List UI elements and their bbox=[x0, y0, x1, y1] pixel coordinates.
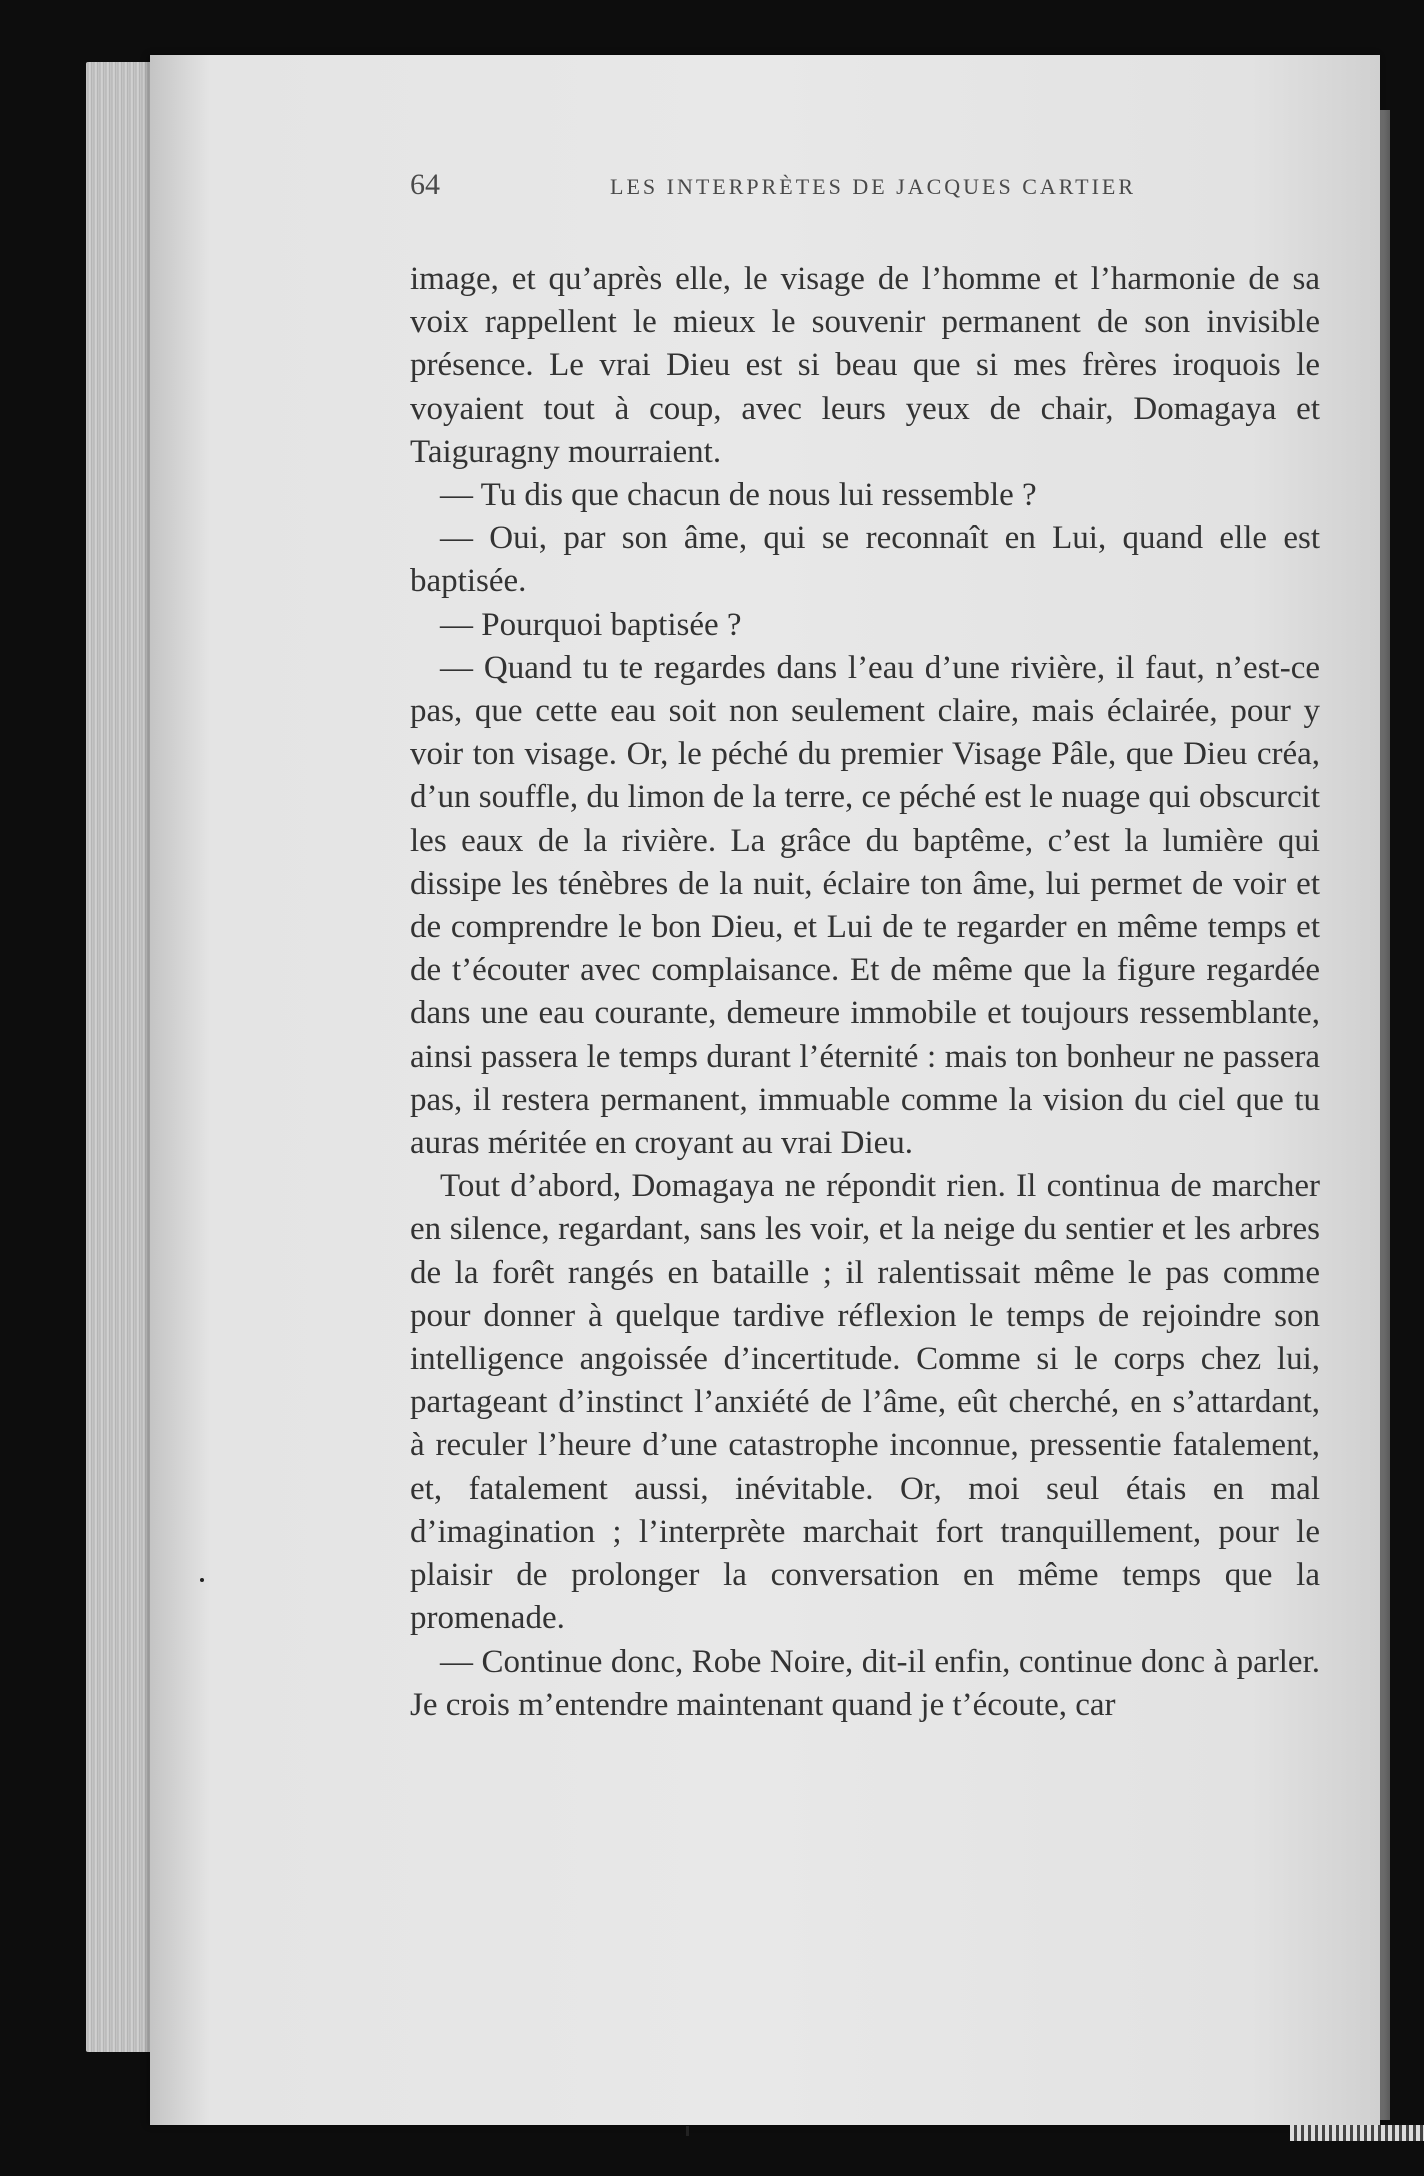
running-head bbox=[410, 168, 1280, 208]
dialogue-line: — Quand tu te regardes dans l’eau d’une rivière, il faut, n’est-ce pas, que cette eau soit non seulement claire, mais éclairée, pour y voir ton visage. Or, le péché du premier Visage Pâle, que Dieu créa, d’un souffle, du limon de la terre, ce péché est le nuage qui obscurcit les eaux de la rivière. La grâce du baptême, c’est la lumière qui dissipe les ténèbres de la nuit, éclaire ton âme, lui permet de voir et de comprendre le bon Dieu, et Lui de te regarder en même temps et de t’écouter avec complaisance. Et de même que la figure regardée dans une eau courante, demeure immobile et toujours ressemblante, ainsi passera le temps durant l’éternité : mais ton bonheur ne passera pas, il restera permanent, immuable comme la vision du ciel que tu auras méritée en croyant au vrai Dieu. bbox=[410, 649, 1320, 1162]
narrative-paragraph: Tout d’abord, Domagaya ne répondit rien. Il continua de marcher en silence, regardant, sans les voir, et la neige du sentier et les arbres de la forêt rangés en bataille ; il ralentissait même le pas comme pour donner à quelque tardive réflexion le temps de rejoindre son intelligence angoissée d’incertitude. Comme si le corps chez lui, partageant d’instinct l’anxiété de l’âme, eût cherché, en s’attardant, à reculer l’heure d’une catastrophe inconnue, pressentie fatalement, et, fatalement aussi, inévitable. Or, moi seul étais en mal d’imagination ; l’interprète marchait fort tranquillement, pour le plaisir de prolonger la conversation en même temps que la promenade. bbox=[410, 1168, 1320, 1637]
dust-speck bbox=[200, 1578, 204, 1582]
dialogue-line: — Tu dis que chacun de nous lui ressemble ? bbox=[440, 477, 1037, 514]
dialogue-line: — Oui, par son âme, qui se reconnaît en Lui, quand elle est baptisée. bbox=[410, 520, 1320, 600]
scanner-clip bbox=[1290, 2125, 1424, 2141]
paragraph-continuation: image, et qu’après elle, le visage de l’homme et l’harmonie de sa voix rappellent le mieux le souvenir permanent de son invisible présence. Le vrai Dieu est si beau que si mes frères iroquois le voyaient tout à coup, avec leurs yeux de chair, Domagaya et Taiguragny mourraient. bbox=[410, 261, 1320, 470]
dialogue-line: — Pourquoi baptisée ? bbox=[440, 606, 742, 643]
running-title: LES INTERPRÈTES DE JACQUES CARTIER bbox=[610, 174, 1137, 199]
page-number: 64 bbox=[410, 168, 440, 201]
dialogue-line: — Continue donc, Robe Noire, dit-il enfin, continue donc à parler. Je crois m’entendre maintenant quand je t’écoute, car bbox=[410, 1643, 1320, 1723]
body-text bbox=[410, 258, 1320, 1727]
bottom-mark bbox=[686, 2126, 689, 2136]
